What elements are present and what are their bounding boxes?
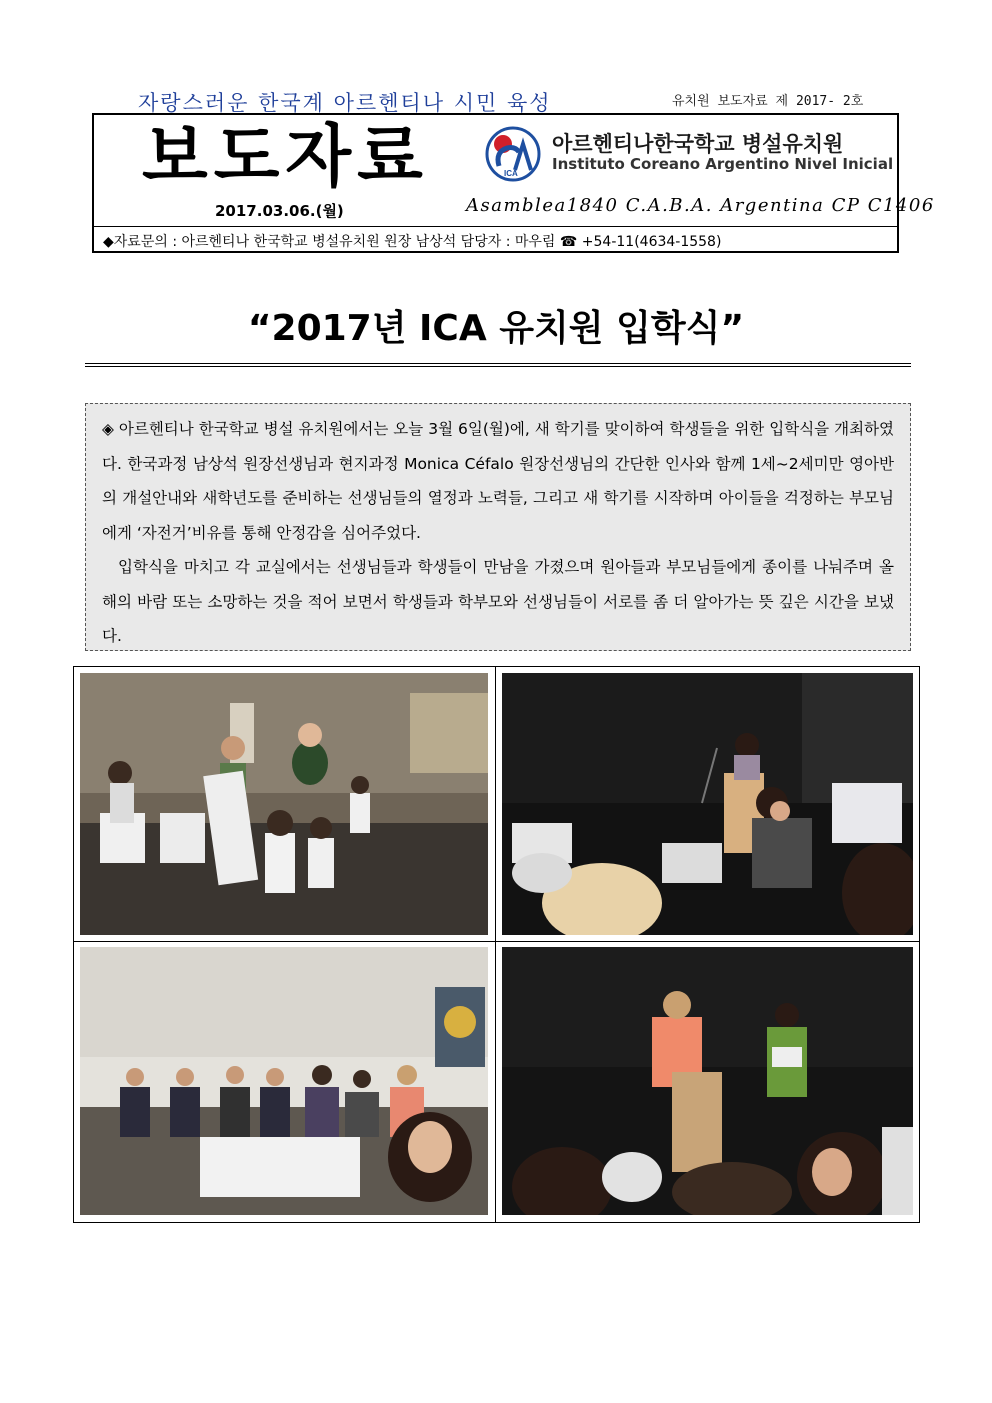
header-divider <box>92 226 899 227</box>
photo-teachers-speaking <box>502 947 913 1215</box>
logo-text: ICA <box>504 169 518 178</box>
school-name-ko: 아르헨티나한국학교 병설유치원 <box>552 132 844 156</box>
issue-number: 유치원 보도자료 제 2017- 2호 <box>672 94 864 109</box>
photo-grid-divider-vertical <box>495 666 496 1223</box>
release-date: 2017.03.06.(월) <box>215 202 344 220</box>
photo-seated-guests <box>80 947 488 1215</box>
photo-grid-divider-horizontal <box>73 941 920 942</box>
article-headline: “2017년 ICA 유치원 입학식” <box>247 308 745 349</box>
press-release-title: 보도자료 <box>142 118 429 197</box>
school-logo-icon <box>485 126 541 182</box>
headline-rule-top <box>85 363 911 364</box>
article-paragraph-2: 입학식을 마치고 각 교실에서는 선생님들과 학생들이 만남을 가졌으며 원아들과 부모님들에게 종이를 나눠주며 올해의 바람 또는 소망하는 것을 적어 보면서 학생들과 학부모와 선생님들이 서로를 좀 더 알아가는 뜻 깊은 시간을 보냈다. <box>102 558 894 645</box>
article-body <box>85 403 911 651</box>
contact-info: ◆자료문의 : 아르헨티나 한국학교 병설유치원 원장 남상석 담당자 : 마우림 ☎ +54-11(4634-1558) <box>103 234 722 250</box>
photo-speaker-podium <box>502 673 913 935</box>
headline-rule-bottom <box>85 366 911 367</box>
photo-ceremony-parade <box>80 673 488 935</box>
school-name-es: Instituto Coreano Argentino Nivel Inicial <box>552 155 894 173</box>
school-address: Asamblea1840 C.A.B.A. Argentina CP C1406 <box>466 195 935 216</box>
article-paragraph-1: ◈ 아르헨티나 한국학교 병설 유치원에서는 오늘 3월 6일(월)에, 새 학기를 맞이하여 학생들을 위한 입학식을 개최하였다. 한국과정 남상석 원장선생님과 현지과정 Monica Céfalo 원장선생님의 간단한 인사와 함께 1세~2세미만 영아반의 개설안내와 새학년도를 준비하는 선생님들의 열정과 노력들, 그리고 새 학기를 시작하며 아이들을 걱정하는 부모님에게 ‘자전거’비유를 통해 안정감을 심어주었다. <box>102 420 894 542</box>
slogan: 자랑스러운 한국계 아르헨티나 시민 육성 <box>138 91 552 115</box>
